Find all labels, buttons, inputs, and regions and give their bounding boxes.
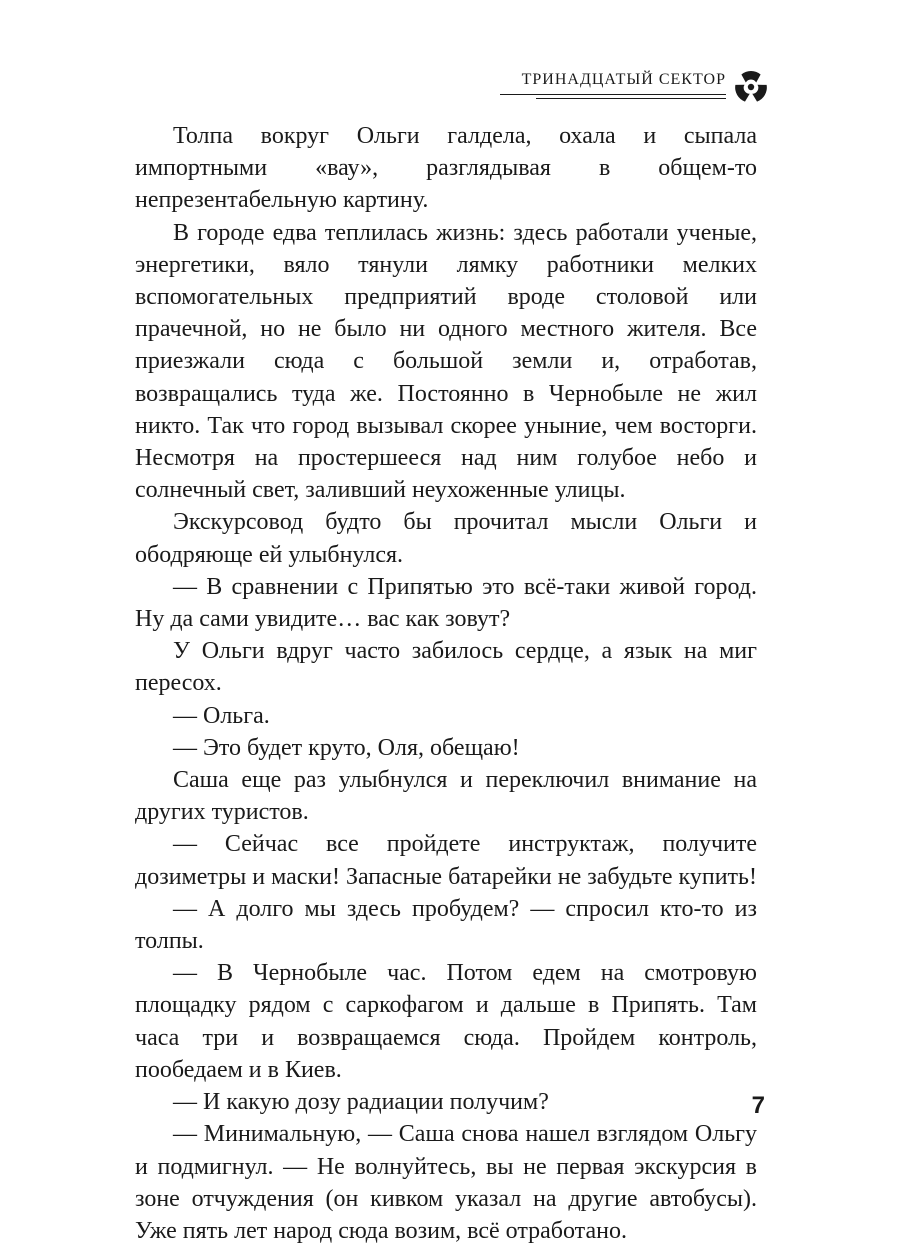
dialogue-line: — Сейчас все пройдете инструктаж, получите дозиметры и маски! Запасные батарейки не забудьте купить! xyxy=(135,831,757,890)
dialogue-line: — А долго мы здесь пробудем? — спросил кто-то из толпы. xyxy=(135,895,757,955)
header-rule-secondary xyxy=(536,98,726,99)
running-title: ТРИНАДЦАТЫЙ СЕКТОР xyxy=(521,71,726,88)
dialogue-line: — Это будет круто, Оля, обещаю! xyxy=(173,734,520,761)
dialogue-line: — И какую дозу радиации получим? xyxy=(173,1089,549,1116)
paragraph: У Ольги вдруг часто забилось сердце, а язык на миг пересох. xyxy=(135,638,757,697)
page-number: 7 xyxy=(751,1092,765,1119)
dialogue-line: — Ольга. xyxy=(173,702,270,729)
dialogue-line: — В сравнении с Припятью это всё-таки живой город. Ну да сами увидите… вас как зовут? xyxy=(135,573,757,633)
paragraph: Экскурсовод будто бы прочитал мысли Ольги и ободряюще ей улыбнулся. xyxy=(135,509,757,568)
radiation-trefoil-icon xyxy=(734,70,768,104)
paragraph: Саша еще раз улыбнулся и переключил внимание на других туристов. xyxy=(135,767,757,826)
paragraph: В городе едва теплилась жизнь: здесь работали ученые, энергетики, вяло тянули лямку работники мелких вспомогательных предприятий вроде столовой или прачечной, но не было ни одного местного жителя. Все приезжали сюда с большой земли и, отработав, возвращались туда же. Постоянно в Чернобыле не жил никто. Так что город вызывал скорее уныние, чем восторги. Несмотря на простершееся над ним голубое небо и солнечный свет, заливший неухоженные улицы. xyxy=(135,219,757,504)
page-body xyxy=(135,120,757,1247)
dialogue-line: — Минимальную, — Саша снова нашел взглядом Ольгу и подмигнул. — Не волнуйтесь, вы не первая экскурсия в зоне отчуждения (он кивком указал на другие автобусы). Уже пять лет народ сюда возим, всё отработано. xyxy=(135,1121,757,1244)
paragraph: Толпа вокруг Ольги галдела, охала и сыпала импортными «вау», разглядывая в общем-то непрезентабельную картину. xyxy=(135,123,757,214)
dialogue-line: — В Чернобыле час. Потом едем на смотровую площадку рядом с саркофагом и дальше в Припять. Там часа три и возвращаемся сюда. Пройдем контроль, пообедаем и в Киев. xyxy=(135,960,757,1083)
header-rule xyxy=(500,94,726,95)
running-header xyxy=(500,70,768,110)
